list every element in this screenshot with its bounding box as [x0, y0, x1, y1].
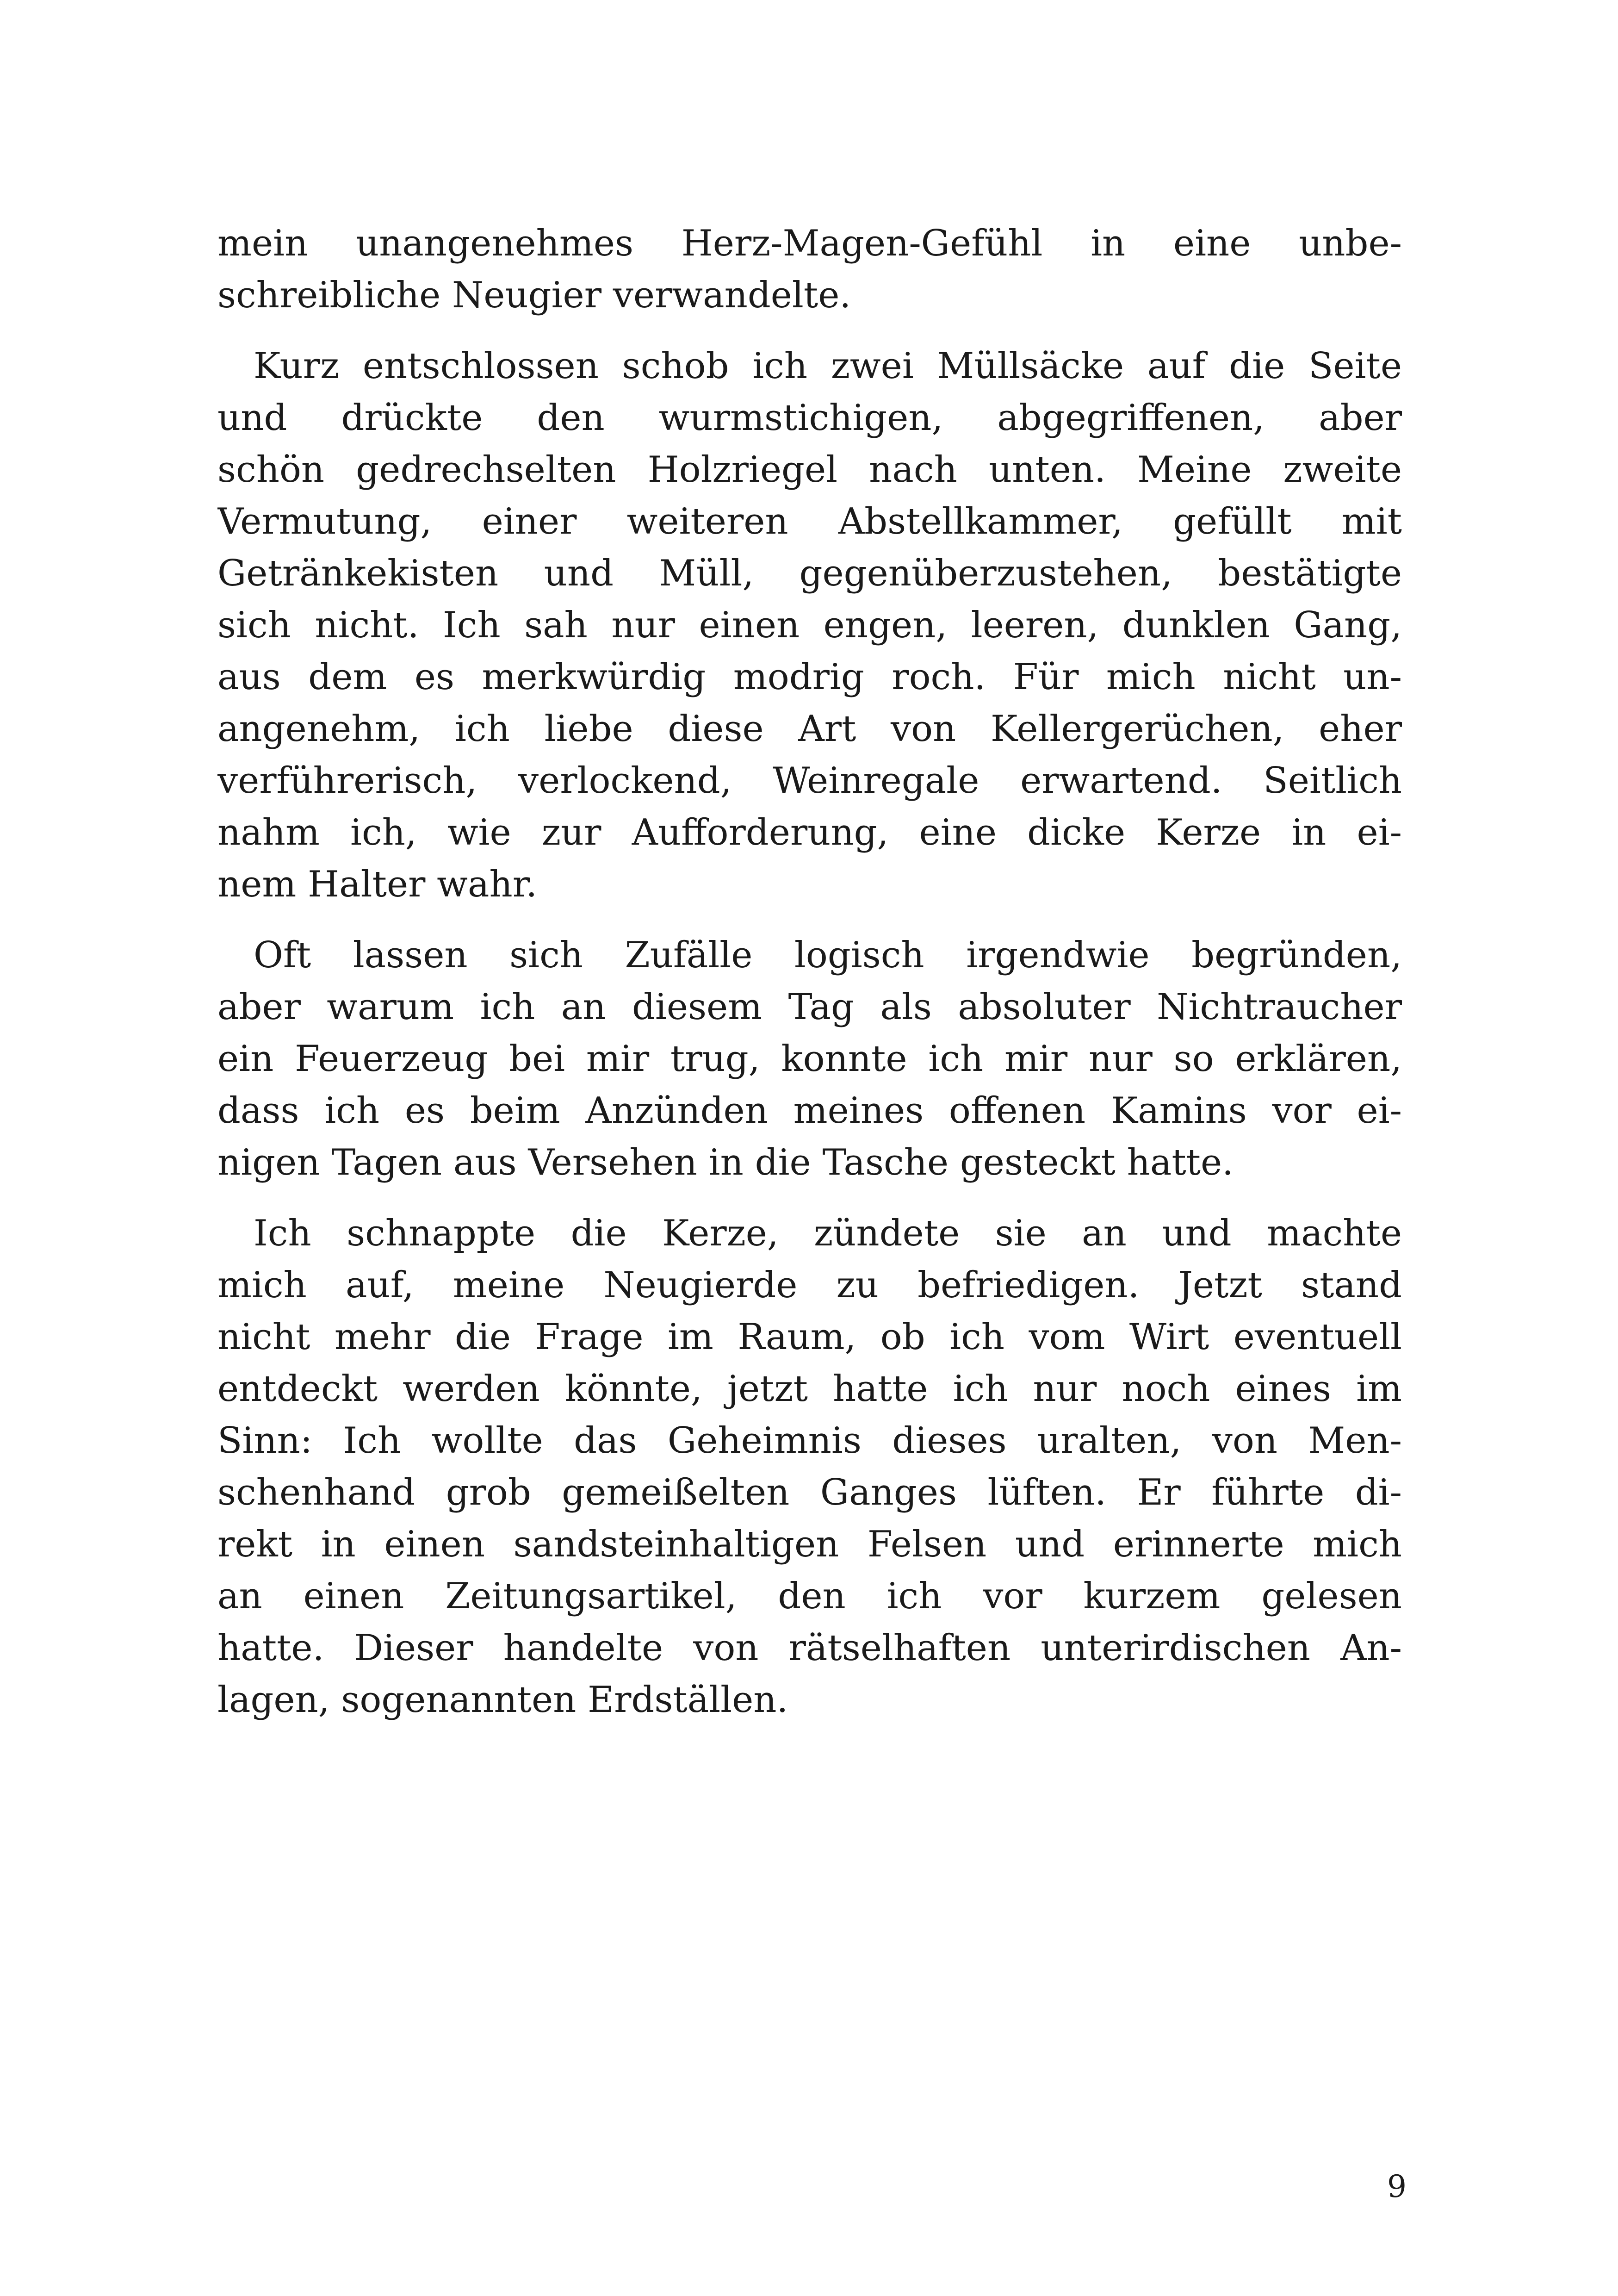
text-line: Ich schnappte die Kerze, zündete sie an und machte [254, 1213, 1402, 1254]
text-line: rekt in einen sandsteinhaltigen Felsen und erinnerte mich [217, 1524, 1402, 1565]
text-line: mich auf, meine Neugierde zu befriedigen. Jetzt stand [217, 1264, 1402, 1306]
paragraph-gap [217, 1188, 1402, 1207]
text-line: ein Feuerzeug bei mir trug, konnte ich mir nur so erklären, [217, 1038, 1402, 1080]
text-line: an einen Zeitungsartikel, den ich vor kurzem gelesen [217, 1575, 1402, 1617]
text-line: schreibliche Neugier verwandelte. [217, 274, 851, 316]
text-line: schenhand grob gemeißelten Ganges lüften. Er führte di- [217, 1472, 1402, 1513]
text-line: entdeckt werden könnte, jetzt hatte ich nur noch eines im [217, 1368, 1402, 1410]
text-line: Kurz entschlossen schob ich zwei Müllsäcke auf die Seite [254, 345, 1402, 387]
text-line: nigen Tagen aus Versehen in die Tasche gesteckt hatte. [217, 1142, 1234, 1183]
text-line: nahm ich, wie zur Aufforderung, eine dicke Kerze in ei- [217, 812, 1402, 853]
text-line: schön gedrechselten Holzriegel nach unten. Meine zweite [217, 449, 1402, 491]
paragraph-gap [217, 321, 1402, 340]
text-line: nicht mehr die Frage im Raum, ob ich vom Wirt eventuell [217, 1316, 1402, 1358]
text-line: und drückte den wurmstichigen, abgegriffenen, aber [217, 397, 1402, 439]
text-line: hatte. Dieser handelte von rätselhaften unterirdischen An- [217, 1627, 1402, 1669]
text-line: nem Halter wahr. [217, 864, 538, 905]
paragraph-gap [217, 910, 1402, 929]
text-line: angenehm, ich liebe diese Art von Kellergerüchen, eher [217, 708, 1402, 750]
text-line: sich nicht. Ich sah nur einen engen, leeren, dunklen Gang, [217, 604, 1402, 646]
text-line: Getränkekisten und Müll, gegenüberzustehen, bestätigte [217, 553, 1402, 594]
body-text [217, 218, 1402, 1726]
text-line: mein unangenehmes Herz-Magen-Gefühl in eine unbe- [217, 223, 1402, 264]
text-line: Vermutung, einer weiteren Abstellkammer, gefüllt mit [217, 501, 1402, 542]
text-line: Oft lassen sich Zufälle logisch irgendwie begründen, [254, 934, 1402, 976]
text-line: Sinn: Ich wollte das Geheimnis dieses uralten, von Men- [217, 1420, 1402, 1462]
text-line: dass ich es beim Anzünden meines offenen Kamins vor ei- [217, 1090, 1402, 1132]
text-line: verführerisch, verlockend, Weinregale erwartend. Seitlich [217, 760, 1402, 802]
text-line: aber warum ich an diesem Tag als absoluter Nichtraucher [217, 986, 1402, 1028]
page-number: 9 [1387, 2169, 1407, 2204]
text-line: aus dem es merkwürdig modrig roch. Für mich nicht un- [217, 656, 1402, 698]
text-line: lagen, sogenannten Erdställen. [217, 1679, 788, 1721]
